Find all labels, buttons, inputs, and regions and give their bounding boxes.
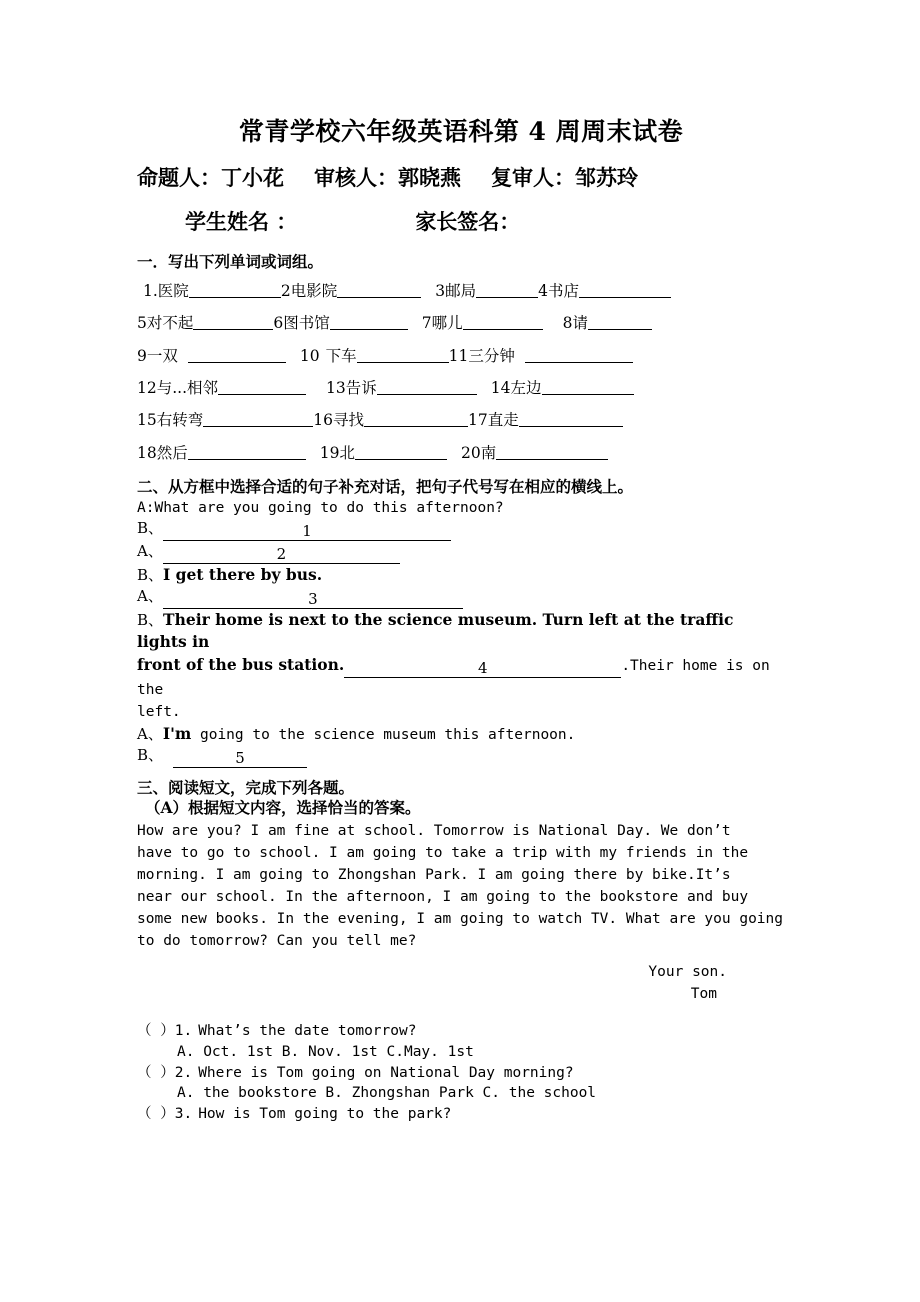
question-2	[137, 1063, 785, 1084]
question-3	[137, 1104, 785, 1125]
vocab-row	[137, 347, 785, 366]
passage-line: How are you? I am fine at school. Tomorrow is National Day. We don’t	[137, 822, 731, 839]
dialogue-text-museum-4: left.	[137, 704, 181, 721]
dialogue-text-museum-2: front of the bus station.	[137, 654, 345, 674]
vocab-num: 18	[137, 443, 157, 462]
answer-blank[interactable]	[193, 314, 273, 330]
vocab-num: 20	[461, 443, 481, 462]
dialogue-text-museum-1: Their home is next to the science museum. Turn left at the traffic lights in	[137, 610, 734, 652]
staff-line	[137, 165, 785, 190]
speaker-label-b: B、	[137, 611, 164, 630]
vocab-item	[137, 444, 306, 463]
vocab-word: 图书馆	[283, 314, 330, 333]
vocab-word: 告诉	[345, 378, 377, 397]
dialogue-blank-1[interactable]: 1	[163, 523, 451, 541]
passage-line: some new books. In the evening, I am going to watch TV. What are you going	[137, 910, 784, 927]
parent-sign-label: 家长签名：	[415, 209, 521, 235]
answer-blank[interactable]	[203, 411, 313, 427]
dialogue-text-bus: I get there by bus.	[163, 565, 323, 585]
vocab-word: 书店	[547, 281, 579, 300]
question-text: What’s the date tomorrow?	[198, 1023, 417, 1040]
dialogue-line-a3	[137, 586, 785, 609]
vocab-item	[273, 314, 407, 333]
dialogue-line-b4	[137, 745, 785, 768]
vocab-num: 3	[435, 281, 446, 300]
dialogue-line-a1: A:What are you going to do this afternoon?	[137, 500, 504, 517]
vocab-item	[300, 347, 449, 366]
student-name-label: 学生姓名 ：	[185, 209, 298, 235]
vocab-row	[137, 379, 785, 398]
vocab-word: 邮局	[445, 281, 477, 300]
speaker-label-a: A、	[137, 587, 163, 606]
answer-blank[interactable]	[188, 444, 306, 460]
passage-line: near our school. In the afternoon, I am going to the bookstore and buy	[137, 888, 749, 905]
answer-blank[interactable]	[337, 282, 421, 298]
answer-blank[interactable]	[476, 282, 538, 298]
dialogue-line-a4	[137, 723, 785, 746]
vocab-word: 医院	[157, 281, 189, 300]
dialogue-line-b1	[137, 518, 785, 541]
dialogue-text-museum-rest: going to the science museum this afternoon.	[191, 726, 576, 743]
vocab-word: 三分钟	[468, 346, 515, 365]
vocab-num: 16	[313, 411, 333, 430]
passage-line: to do tomorrow? Can you tell me?	[137, 932, 417, 949]
vocab-word: 寻找	[332, 411, 364, 430]
vocab-word: 对不起	[146, 314, 194, 333]
vocab-word: 一双	[146, 346, 178, 365]
vocab-item	[563, 314, 652, 333]
vocab-word: 请	[572, 314, 589, 333]
vocab-word: 左边	[510, 378, 542, 397]
vocab-row	[137, 314, 785, 333]
reading-passage	[137, 820, 785, 952]
vocab-item	[449, 347, 633, 366]
answer-blank[interactable]	[496, 444, 608, 460]
vocab-num: 11	[448, 346, 469, 365]
signature-closing: Your son.	[648, 963, 727, 980]
question-prefix[interactable]: （ ）2.	[137, 1064, 193, 1081]
dialogue-blank-5[interactable]: 5	[173, 750, 307, 768]
answer-blank[interactable]	[463, 314, 543, 330]
dialogue-blank-4[interactable]: 4	[344, 660, 621, 678]
vocab-item	[538, 282, 671, 301]
vocab-num: 19	[319, 443, 340, 462]
vocab-item	[137, 379, 306, 398]
question-text: Where is Tom going on National Day morning?	[198, 1064, 574, 1081]
vocab-num: 9	[137, 346, 147, 365]
vocab-num: 4	[538, 281, 548, 300]
vocab-num: 7	[421, 314, 432, 333]
vocab-item	[422, 314, 543, 333]
vocab-num: 14	[490, 378, 511, 397]
speaker-label-a: A、	[137, 542, 163, 561]
vocab-num: 17	[468, 411, 488, 430]
vocab-item	[491, 379, 634, 398]
vocab-num: 12	[137, 378, 157, 397]
vocab-row	[137, 411, 785, 430]
vocab-num: 15	[137, 411, 157, 430]
vocab-item	[320, 444, 447, 463]
vocab-num: 10	[299, 346, 320, 365]
question-prefix[interactable]: （ ）3.	[137, 1105, 193, 1122]
answer-blank[interactable]	[355, 444, 447, 460]
rereviewer-label: 复审人：邹苏玲	[491, 165, 638, 190]
dialogue-line-b2	[137, 564, 785, 586]
passage-line: have to go to school. I am going to take a trip with my friends in the	[137, 844, 749, 861]
vocab-num: 6	[273, 314, 284, 333]
vocab-num: 5	[137, 314, 147, 333]
passage-line: morning. I am going to Zhongshan Park. I am going there by bike.It’s	[137, 866, 731, 883]
vocab-word: 南	[480, 443, 497, 462]
signature-name: Tom	[690, 985, 717, 1002]
document-content	[137, 0, 785, 1124]
dialogue-line-a2	[137, 541, 785, 564]
vocab-word: 电影院	[290, 281, 338, 300]
reviewer-label: 审核人：郭晓燕	[314, 165, 461, 190]
dialogue-blank-2[interactable]: 2	[163, 546, 400, 564]
vocab-item	[461, 444, 608, 463]
question-1-options[interactable]: A. Oct. 1st B. Nov. 1st C.May. 1st	[177, 1044, 474, 1060]
page-title: 常青学校六年级英语科第 4 周周末试卷	[238, 117, 684, 146]
answer-blank[interactable]	[542, 379, 634, 395]
vocab-word: 直走	[487, 411, 519, 430]
answer-blank[interactable]	[377, 379, 477, 395]
vocab-item	[137, 314, 273, 333]
author-label: 命题人：丁小花	[137, 165, 284, 190]
question-1	[137, 1021, 785, 1042]
question-prefix[interactable]: （ ）1.	[137, 1023, 193, 1040]
vocab-item	[313, 411, 468, 430]
vocab-row	[137, 444, 785, 463]
vocab-num: 8	[562, 314, 573, 333]
vocab-word: 然后	[156, 443, 188, 462]
answer-blank[interactable]	[357, 347, 449, 363]
section3-subheading: （A）根据短文内容，选择恰当的答案。	[145, 797, 421, 817]
answer-blank[interactable]	[519, 411, 623, 427]
vocab-word: 下车	[325, 346, 357, 365]
vocab-item	[281, 282, 421, 301]
vocab-item	[326, 379, 477, 398]
section2-heading: 二、从方框中选择合适的句子补充对话，把句子代号写在相应的横线上。	[137, 477, 634, 496]
vocab-item	[143, 282, 281, 301]
vocab-word: 北	[339, 443, 355, 462]
dialogue-line-b3	[137, 609, 785, 722]
section1-heading: 一．写出下列单词或词组。	[137, 252, 324, 272]
vocab-word: 哪儿	[431, 314, 463, 333]
vocab-item	[137, 411, 313, 430]
answer-blank[interactable]	[588, 314, 652, 330]
student-info-line	[137, 209, 785, 234]
speaker-label-b: B、	[137, 519, 164, 538]
question-2-options[interactable]: A. the bookstore B. Zhongshan Park C. the school	[177, 1085, 597, 1102]
vocab-row	[137, 282, 785, 301]
dialogue-text-im: I'm	[162, 723, 192, 743]
speaker-label-a: A、	[137, 724, 163, 743]
answer-blank[interactable]	[525, 347, 633, 363]
dialogue-text-museum-3: .Their home is on the	[137, 657, 770, 698]
answer-blank[interactable]	[579, 282, 671, 298]
answer-blank[interactable]	[218, 379, 306, 395]
speaker-label-b: B、	[137, 746, 164, 765]
vocab-word: 与...相邻	[156, 378, 219, 397]
vocab-num: 13	[326, 378, 346, 397]
vocab-item	[468, 411, 623, 430]
vocab-item	[137, 347, 286, 366]
vocab-num: 1.	[143, 281, 158, 300]
vocab-item	[435, 282, 538, 301]
dialogue-blank-3[interactable]: 3	[163, 591, 463, 609]
answer-blank[interactable]	[188, 347, 286, 363]
speaker-label-b: B、	[137, 566, 164, 585]
vocab-num: 2	[280, 281, 291, 300]
answer-blank[interactable]	[330, 314, 408, 330]
question-text: How is Tom going to the park?	[198, 1105, 452, 1122]
section3-heading: 三、阅读短文，完成下列各题。	[137, 778, 355, 798]
vocab-word: 右转弯	[156, 411, 204, 430]
answer-blank[interactable]	[189, 282, 281, 298]
answer-blank[interactable]	[364, 411, 468, 427]
